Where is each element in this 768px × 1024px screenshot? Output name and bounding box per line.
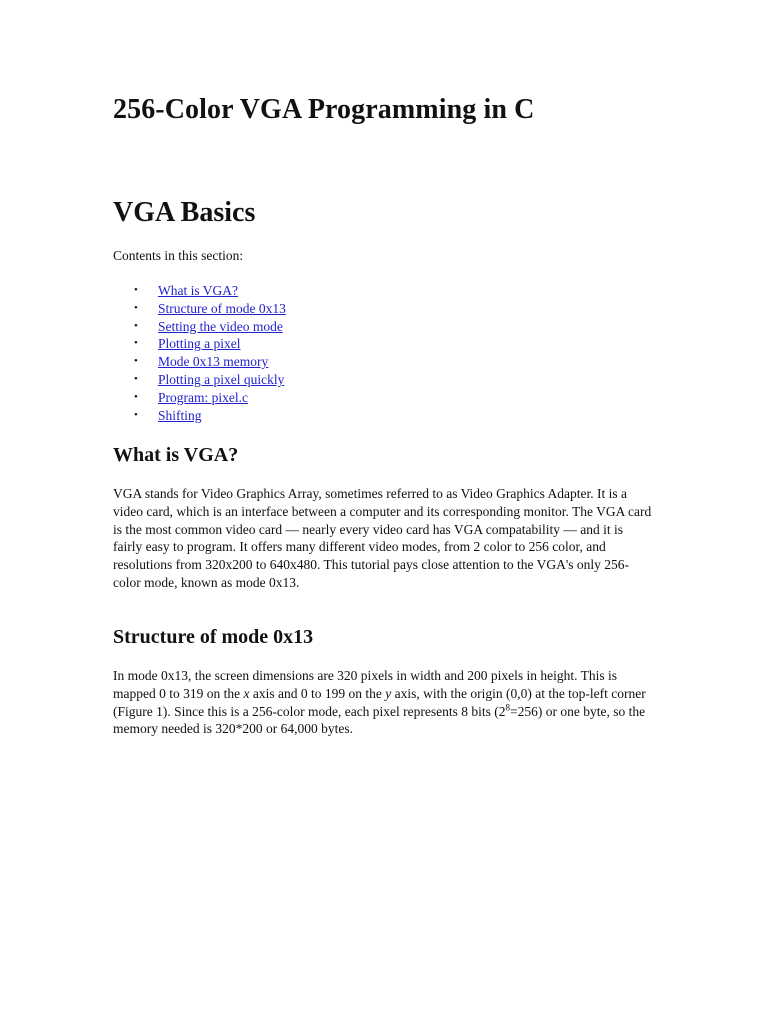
document-title: 256-Color VGA Programming in C: [113, 94, 535, 125]
x-variable: x: [243, 685, 250, 701]
bullet-icon: •: [134, 372, 138, 385]
toc-item: [113, 335, 286, 353]
toc-item: [113, 318, 286, 336]
contents-label: Contents in this section:: [113, 248, 244, 263]
toc-link-shifting[interactable]: Shifting: [158, 407, 202, 423]
table-of-contents: [113, 282, 286, 424]
heading-structure: Structure of mode 0x13: [113, 626, 314, 648]
heading-what-is-vga: What is VGA?: [113, 444, 239, 466]
y-variable: y: [385, 685, 392, 701]
paragraph-text: axis and 0 to 199 on the: [249, 685, 386, 701]
paragraph-text: axis, with the origin (0,0) at the top-left corner (Figure 1). Since this is a 256-color mode, each pixel represents 8 bits (2: [113, 685, 646, 719]
bullet-icon: •: [134, 284, 138, 296]
toc-link-memory[interactable]: Mode 0x13 memory: [158, 354, 269, 370]
toc-item: [113, 407, 286, 425]
bullet-icon: •: [134, 319, 138, 332]
toc-item: [113, 371, 286, 389]
toc-link-program[interactable]: Program: pixel.c: [158, 389, 248, 405]
toc-item: [113, 300, 286, 318]
paragraph-what-is-vga: VGA stands for Video Graphics Array, sometimes referred to as Video Graphics Adapter. It is a video card, which is an interface between a computer and its corresponding monitor. The VGA card is the most common video card — nearly every video card has VGA compatability — and it is fairly easy to program. It offers many different video modes, from 2 color to 256 color, and resolutions from 320x200 to 640x480. This tutorial pays close attention to the VGA's only 256-color mode, known as mode 0x13.: [113, 486, 652, 590]
toc-link-structure[interactable]: Structure of mode 0x13: [158, 300, 286, 316]
paragraph-text: =256) or one byte, so the memory needed is 320*200 or 64,000 bytes.: [113, 703, 646, 737]
paragraph-text: In mode 0x13, the screen dimensions are 320 pixels in width and 200 pixels in height. This is mapped 0 to 319 on the: [113, 668, 618, 701]
toc-item: [113, 282, 286, 300]
toc-item: [113, 353, 286, 371]
bullet-icon: •: [134, 301, 138, 314]
bullet-icon: •: [134, 408, 138, 421]
exponent: 8: [505, 702, 511, 713]
toc-link-plotting-quickly[interactable]: Plotting a pixel quickly: [158, 371, 285, 387]
bullet-icon: •: [134, 355, 138, 368]
bullet-icon: •: [134, 337, 138, 350]
section-title: VGA Basics: [113, 197, 256, 228]
toc-item: [113, 389, 286, 407]
paragraph-structure: [113, 667, 653, 738]
toc-link-video-mode[interactable]: Setting the video mode: [158, 318, 283, 334]
toc-link-what-is-vga[interactable]: What is VGA?: [158, 283, 238, 298]
toc-link-plotting-pixel[interactable]: Plotting a pixel: [158, 336, 241, 352]
bullet-icon: •: [134, 390, 138, 403]
